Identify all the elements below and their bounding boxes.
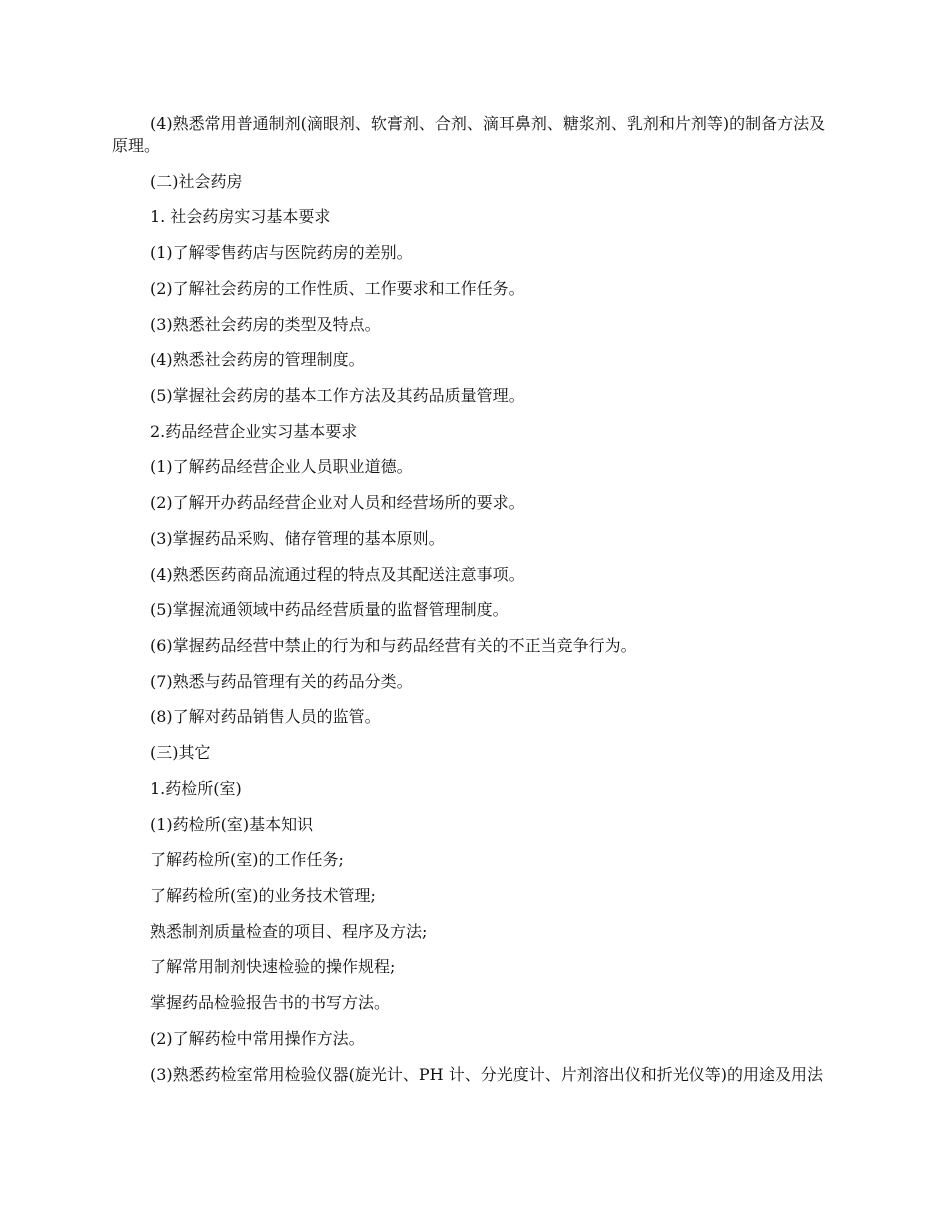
list-item: (7)熟悉与药品管理有关的药品分类。 [150,672,413,691]
list-item: (5)掌握流通领域中药品经营质量的监督管理制度。 [150,600,509,619]
list-item: (2)了解药检中常用操作方法。 [150,1029,365,1048]
section-heading-community-pharmacy: (二)社会药房 [150,172,243,191]
list-item: 熟悉制剂质量检查的项目、程序及方法; [150,922,428,941]
list-item: (5)掌握社会药房的基本工作方法及其药品质量管理。 [150,386,525,405]
section-heading-other: (三)其它 [150,743,211,762]
list-item: (1)了解药品经营企业人员职业道德。 [150,457,413,476]
list-item: (6)掌握药品经营中禁止的行为和与药品经营有关的不正当竞争行为。 [150,636,637,655]
list-item: (4)熟悉社会药房的管理制度。 [150,350,365,369]
subheading-community-pharmacy-requirements: 1. 社会药房实习基本要求 [150,207,331,226]
list-item: (1)药检所(室)基本知识 [150,815,314,834]
list-item: 了解药检所(室)的业务技术管理; [150,886,376,905]
list-item: 了解常用制剂快速检验的操作规程; [150,957,396,976]
list-item: (3)掌握药品采购、储存管理的基本原则。 [150,529,445,548]
list-item: (1)了解零售药店与医院药房的差别。 [150,243,413,262]
list-item: (4)熟悉医药商品流通过程的特点及其配送注意事项。 [150,565,525,584]
subheading-drug-inspection-office: 1.药检所(室) [150,779,242,798]
list-item: (3)熟悉社会药房的类型及特点。 [150,315,381,334]
list-item: 了解药检所(室)的工作任务; [150,850,344,869]
list-item: (8)了解对药品销售人员的监管。 [150,707,381,726]
list-item: (2)了解开办药品经营企业对人员和经营场所的要求。 [150,493,525,512]
paragraph-instruments-usage: (3)熟悉药检室常用检验仪器(旋光计、PH 计、分光度计、片剂溶出仪和折光仪等)的用途及用法 [150,1065,823,1084]
subheading-drug-business-requirements: 2.药品经营企业实习基本要求 [150,422,358,441]
list-item: (2)了解社会药房的工作性质、工作要求和工作任务。 [150,279,525,298]
list-item: 掌握药品检验报告书的书写方法。 [150,993,391,1012]
paragraph-preparation-methods: (4)熟悉常用普通制剂(滴眼剂、软膏剂、合剂、滴耳鼻剂、糖浆剂、乳剂和片剂等)的制备方法及原理。 [112,114,826,155]
